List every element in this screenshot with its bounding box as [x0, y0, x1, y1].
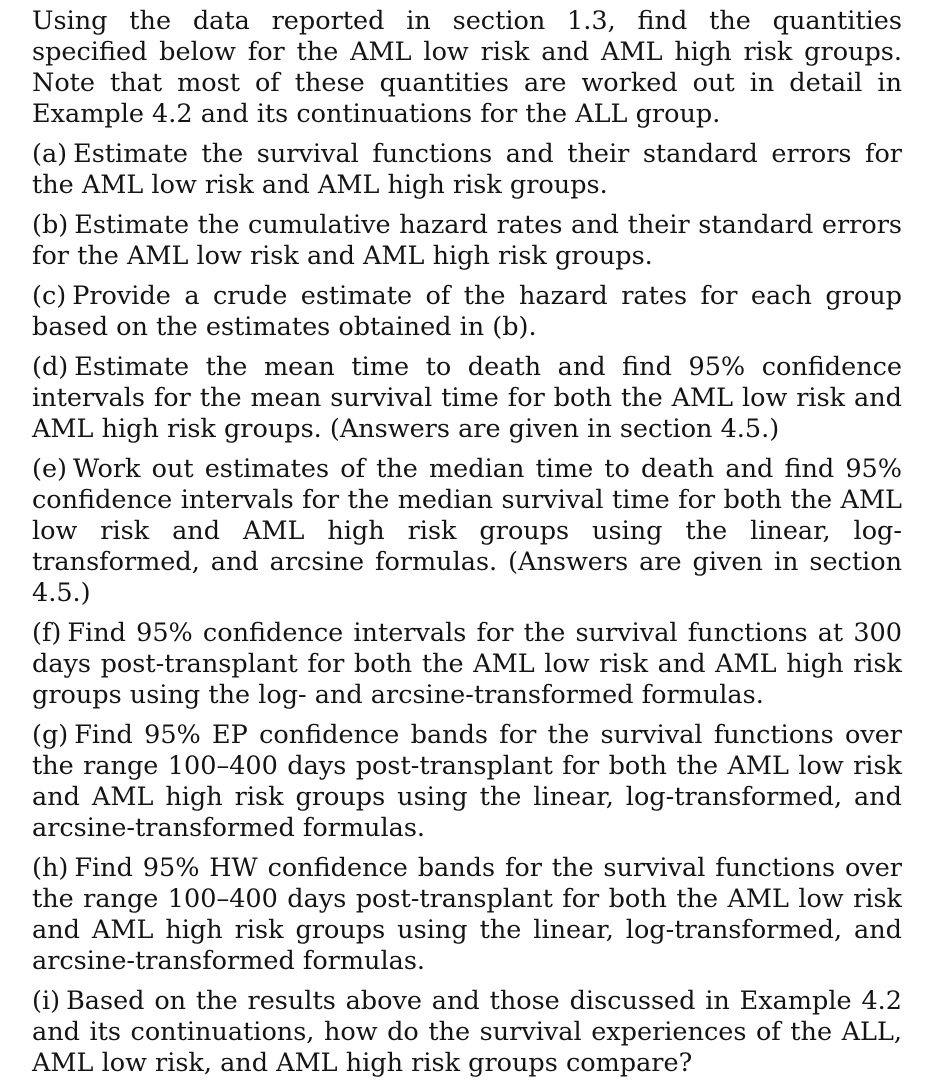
exercise-item-g [32, 720, 902, 844]
item-text: Find 95% EP confidence bands for the survival functions over the range 100–400 days post-transplant for both the AML low risk and AML high risk groups using the linear, log-transformed, and arcsine-transformed formulas. [32, 720, 902, 843]
exercise-item-b [32, 210, 902, 272]
item-text: Based on the results above and those discussed in Example 4.2 and its continuations, how do the survival experiences of the ALL, AML low risk, and AML high risk groups compare? [32, 986, 902, 1078]
item-text: Estimate the cumulative hazard rates and their standard errors for the AML low risk and AML high risk groups. [32, 210, 902, 271]
exercise-item-i [32, 986, 902, 1079]
exercise-item-e [32, 454, 902, 609]
item-text: Work out estimates of the median time to death and find 95% confidence intervals for the median survival time for both the AML low risk and AML high risk groups using the linear, log-transformed, and arcsine formulas. (Answers are given in section 4.5.) [32, 454, 902, 608]
exercise-item-f [32, 618, 902, 711]
exercise-item-a [32, 139, 902, 201]
exercise-text [32, 6, 902, 1088]
exercise-intro: Using the data reported in section 1.3, find the quantities specified below for the AML low risk and AML high risk groups. Note that most of these quantities are worked out in detail in Example 4.2 and its continuations for the ALL group. [32, 6, 902, 129]
item-label: (f) [32, 618, 62, 648]
exercise-item-c [32, 281, 902, 343]
item-label: (d) [32, 352, 69, 382]
item-text: Find 95% confidence intervals for the survival functions at 300 days post-transplant for both the AML low risk and AML high risk groups using the log- and arcsine-transformed formulas. [32, 618, 902, 710]
item-text: Provide a crude estimate of the hazard rates for each group based on the estimates obtained in (b). [32, 281, 902, 342]
item-label: (a) [32, 139, 68, 169]
item-text: Find 95% HW confidence bands for the survival functions over the range 100–400 days post-transplant for both the AML low risk and AML high risk groups using the linear, log-transformed, and arcsine-transformed formulas. [32, 853, 902, 976]
item-label: (e) [32, 454, 67, 484]
item-label: (i) [32, 986, 61, 1016]
item-label: (h) [32, 853, 69, 883]
exercise-item-h [32, 853, 902, 977]
item-text: Estimate the survival functions and their standard errors for the AML low risk and AML high risk groups. [32, 139, 902, 200]
exercise-item-d [32, 352, 902, 445]
item-label: (g) [32, 720, 69, 750]
item-label: (b) [32, 210, 69, 240]
item-label: (c) [32, 281, 67, 311]
item-text: Estimate the mean time to death and find 95% confidence intervals for the mean survival time for both the AML low risk and AML high risk groups. (Answers are given in section 4.5.) [32, 352, 902, 444]
